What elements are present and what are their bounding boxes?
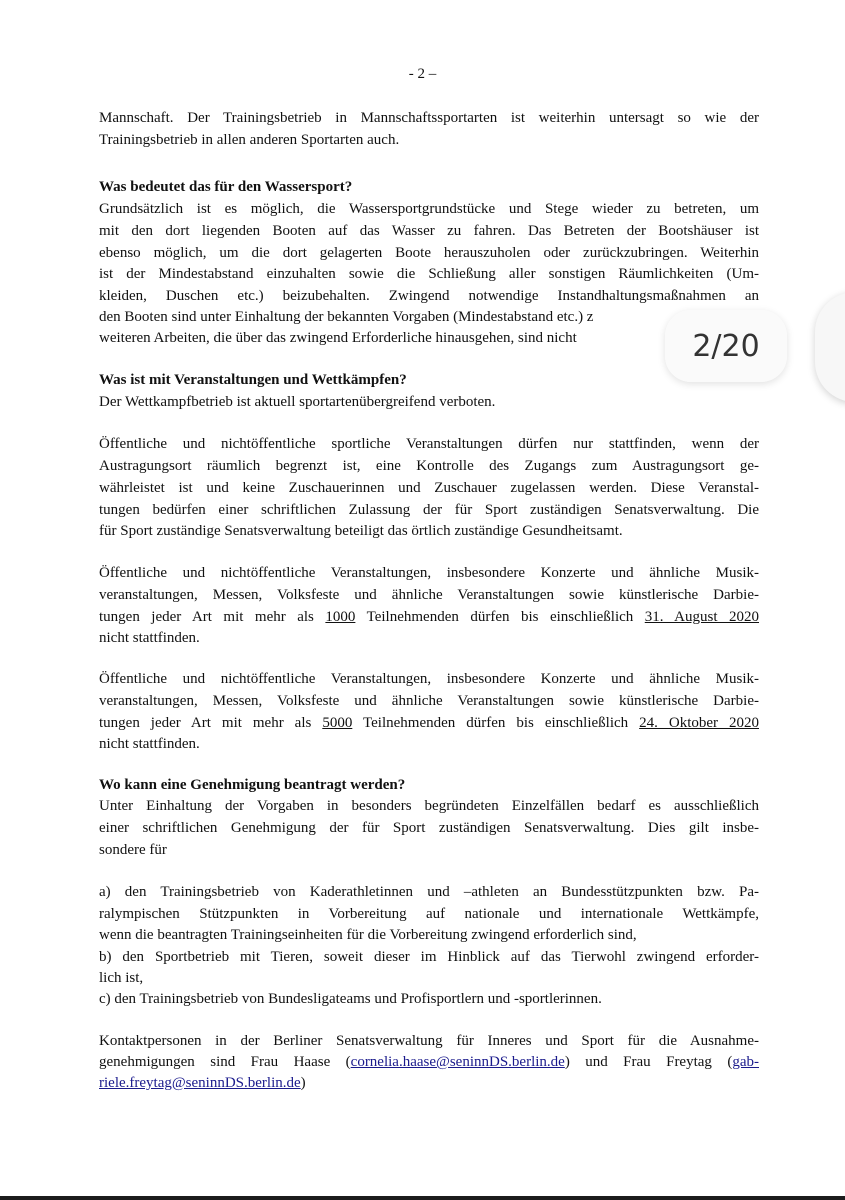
body-line: Öffentliche und nichtöffentliche Veranstaltungen, insbesondere Konzerte und ähnliche Musik-: [99, 671, 759, 687]
email-link-freytag[interactable]: riele.freytag@seninnDS.berlin.de: [99, 1075, 301, 1091]
body-line: sondere für: [99, 842, 167, 858]
list-item-a: ralympischen Stützpunkten in Vorbereitung auf nationale und internationale Wettkämpfe,: [99, 906, 759, 922]
body-line: Öffentliche und nichtöffentliche Veranstaltungen, insbesondere Konzerte und ähnliche Musik-: [99, 565, 759, 581]
body-line: [99, 713, 759, 733]
body-line: [99, 1052, 759, 1072]
email-link-freytag[interactable]: gab-: [732, 1054, 759, 1070]
list-item-c: c) den Trainingsbetrieb von Bundesligateams und Profisportlern und -sportlerinnen.: [99, 991, 602, 1007]
body-line: für Sport zuständige Senatsverwaltung beteiligt das örtlich zuständige Gesundheitsamt.: [99, 523, 623, 539]
body-line: kleiden, Duschen etc.) beizubehalten. Zwingend notwendige Instandhaltungsmaßnahmen an: [99, 288, 759, 304]
body-line: [99, 607, 759, 627]
body-line: nicht stattfinden.: [99, 736, 200, 752]
body-line: weiteren Arbeiten, die über das zwingend Erforderliche hinausgehen, sind nicht: [99, 330, 577, 346]
bottom-divider: [0, 1196, 845, 1200]
text-fragment: ): [300, 1075, 306, 1091]
section-heading-wassersport: Was bedeutet das für den Wassersport?: [99, 179, 353, 195]
text-fragment: Teilnehmenden dürfen bis einschließlich: [355, 609, 645, 625]
page-indicator-badge: [665, 310, 787, 382]
body-line: währleistet ist und keine Zuschauerinnen und Zuschauer zugelassen werden. Diese Veranstal-: [99, 480, 759, 496]
body-line: mit den dort liegenden Booten auf das Wasser zu fahren. Das Betreten der Bootshäuser ist: [99, 223, 759, 239]
body-line: Mannschaft. Der Trainingsbetrieb in Mannschaftssportarten ist weiterhin untersagt so wie der: [99, 110, 759, 126]
body-line: nicht stattfinden.: [99, 630, 200, 646]
date-24-oktober-2020: 24. Oktober 2020: [639, 715, 759, 731]
section-heading-veranstaltungen: Was ist mit Veranstaltungen und Wettkämpfen?: [99, 372, 407, 388]
body-line: veranstaltungen, Messen, Volksfeste und ähnliche Veranstaltungen sowie künstlerische Darbie-: [99, 587, 759, 603]
page-indicator-text: 2/20: [692, 328, 760, 364]
body-line: Öffentliche und nichtöffentliche sportliche Veranstaltungen dürfen nur stattfinden, wenn der: [99, 436, 759, 452]
body-line: ist der Mindestabstand einzuhalten sowie die Schließung aller sonstigen Räumlichkeiten (Um-: [99, 266, 759, 282]
participant-limit-1000: 1000: [325, 609, 356, 625]
scroll-handle[interactable]: [815, 292, 845, 402]
body-line: [99, 1073, 306, 1093]
list-item-b: b) den Sportbetrieb mit Tieren, soweit dieser im Hinblick auf das Tierwohl zwingend erforder-: [99, 949, 759, 965]
text-fragment: genehmigungen sind Frau Haase (: [99, 1054, 351, 1070]
body-line: veranstaltungen, Messen, Volksfeste und ähnliche Veranstaltungen sowie künstlerische Darbie-: [99, 693, 759, 709]
participant-limit-5000: 5000: [322, 715, 353, 731]
email-link-haase[interactable]: cornelia.haase@seninnDS.berlin.de: [350, 1054, 565, 1070]
body-line: tungen bedürfen einer schriftlichen Zulassung der für Sport zuständigen Senatsverwaltung. Die: [99, 502, 759, 518]
body-line: Trainingsbetrieb in allen anderen Sportarten auch.: [99, 132, 400, 148]
text-fragment: Teilnehmenden dürfen bis einschließlich: [352, 715, 640, 731]
body-line: ebenso möglich, um die dort gelagerten Boote herauszuholen oder zurückzubringen. Weiterhin: [99, 245, 759, 261]
text-fragment: tungen jeder Art mit mehr als: [99, 715, 323, 731]
body-line: einer schriftlichen Genehmigung der für Sport zuständigen Senatsverwaltung. Dies gilt insbe-: [99, 820, 759, 836]
body-line: Unter Einhaltung der Vorgaben in besonders begründeten Einzelfällen bedarf es ausschließlich: [99, 798, 759, 814]
text-fragment: ) und Frau Freytag (: [564, 1054, 733, 1070]
section-heading-genehmigung: Wo kann eine Genehmigung beantragt werden?: [99, 777, 406, 793]
list-item-a: a) den Trainingsbetrieb von Kaderathletinnen und –athleten an Bundesstützpunkten bzw. Pa-: [99, 884, 759, 900]
text-fragment: tungen jeder Art mit mehr als: [99, 609, 326, 625]
date-31-august-2020: 31. August 2020: [644, 609, 759, 625]
body-line: Kontaktpersonen in der Berliner Senatsverwaltung für Inneres und Sport für die Ausnahme-: [99, 1033, 759, 1049]
body-line: Grundsätzlich ist es möglich, die Wassersportgrundstücke und Stege wieder zu betreten, um: [99, 201, 759, 217]
body-line: den Booten sind unter Einhaltung der bekannten Vorgaben (Mindestabstand etc.) z: [99, 309, 594, 325]
page-number: - 2 –: [408, 66, 437, 82]
list-item-b: lich ist,: [99, 970, 144, 986]
list-item-a: wenn die beantragten Trainingseinheiten für die Vorbereitung zwingend erforderlich sind,: [99, 927, 637, 943]
body-line: Austragungsort räumlich begrenzt ist, eine Kontrolle des Zugangs zum Austragungsort ge-: [99, 458, 759, 474]
body-line: Der Wettkampfbetrieb ist aktuell sportartenübergreifend verboten.: [99, 394, 496, 410]
